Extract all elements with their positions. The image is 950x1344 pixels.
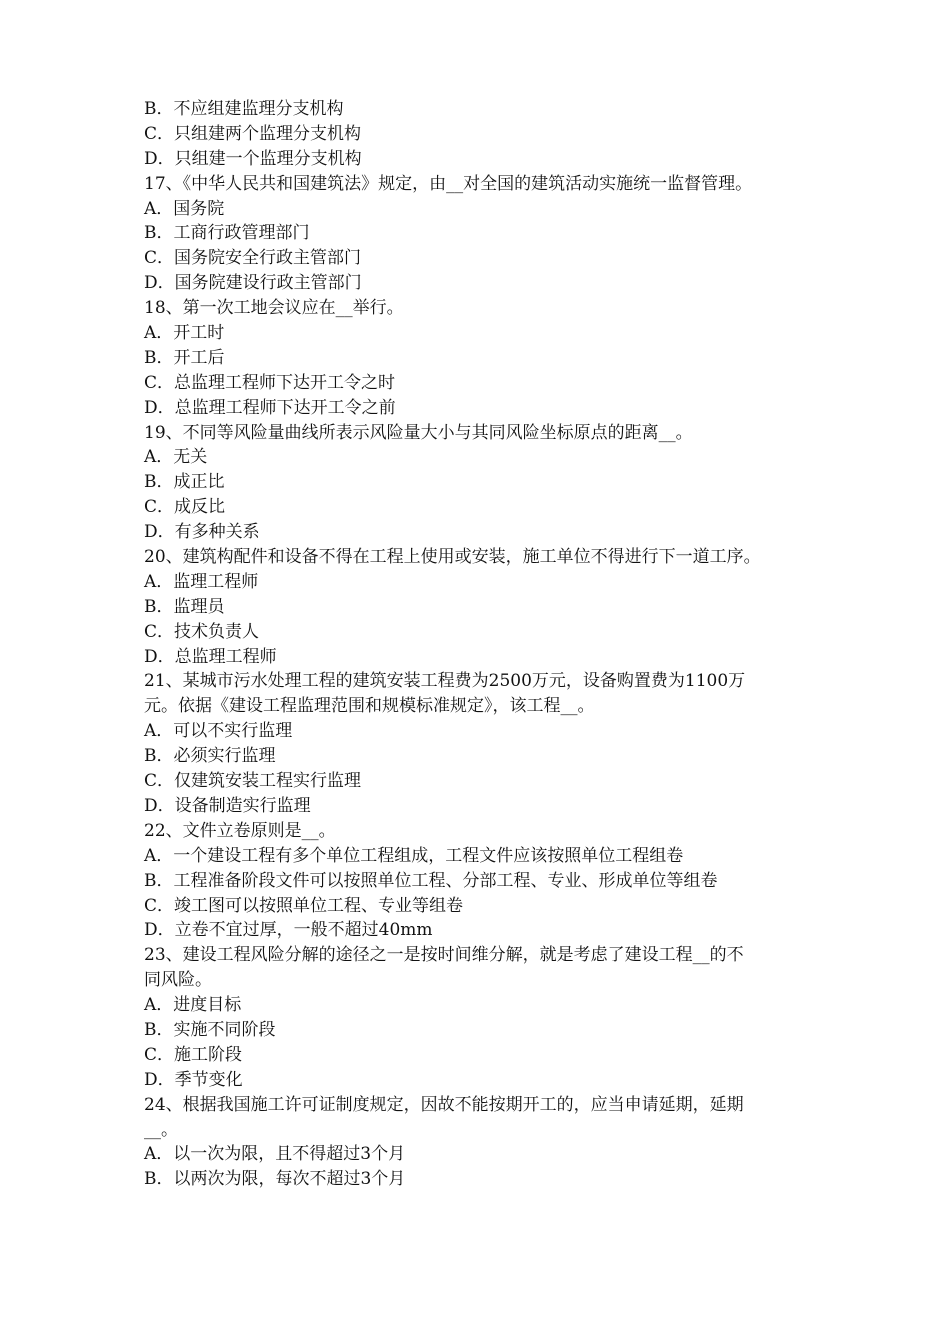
text-line: D．有多种关系 [144,522,260,543]
text-line: D．总监理工程师下达开工令之前 [144,397,396,418]
document-page [144,97,824,1192]
text-line: 21、某城市污水处理工程的建筑安装工程费为2500万元，设备购置费为1100万 [144,671,746,692]
text-line: 22、文件立卷原则是__。 [144,820,336,841]
text-line: B．以两次为限，每次不超过3个月 [144,1169,406,1190]
text-line: 19、不同等风险量曲线所表示风险量大小与其同风险坐标原点的距离__。 [144,422,693,443]
text-line: B．工商行政管理部门 [144,223,310,244]
text-line: B．成正比 [144,472,225,493]
text-line: A．以一次为限，且不得超过3个月 [144,1144,406,1165]
text-line: B．工程准备阶段文件可以按照单位工程、分部工程、专业、形成单位等组卷 [144,870,718,891]
text-line: A．无关 [144,447,208,468]
text-line: A．进度目标 [144,995,242,1016]
text-line: C．国务院安全行政主管部门 [144,248,362,269]
text-line: D．国务院建设行政主管部门 [144,273,362,294]
text-line: B．监理员 [144,596,225,617]
text-line: C．成反比 [144,497,226,518]
text-line: 同风险。 [144,970,212,991]
text-line: D．只组建一个监理分支机构 [144,148,362,169]
text-line: C．总监理工程师下达开工令之时 [144,372,396,393]
text-line: A．监理工程师 [144,571,259,592]
text-line: C．技术负责人 [144,621,260,642]
text-line: B．开工后 [144,347,225,368]
text-line: A．一个建设工程有多个单位工程组成，工程文件应该按照单位工程组卷 [144,845,684,866]
text-line: A．可以不实行监理 [144,721,293,742]
text-line: 20、建筑构配件和设备不得在工程上使用或安装，施工单位不得进行下一道工序。 [144,547,761,568]
text-line: __。 [144,1119,178,1140]
text-line: 23、建设工程风险分解的途径之一是按时间维分解，就是考虑了建设工程__的不 [144,945,744,966]
text-line: C．仅建筑安装工程实行监理 [144,771,362,792]
text-line: 17、《中华人民共和国建筑法》规定，由__对全国的建筑活动实施统一监督管理。 [144,173,753,194]
text-line: B．实施不同阶段 [144,1019,276,1040]
text-line: C．竣工图可以按照单位工程、专业等组卷 [144,895,464,916]
text-line: 24、根据我国施工许可证制度规定，因故不能按期开工的，应当申请延期，延期 [144,1094,744,1115]
text-line: 18、第一次工地会议应在__举行。 [144,298,404,319]
text-line: A．国务院 [144,198,225,219]
text-line: C．施工阶段 [144,1044,243,1065]
text-line: D．总监理工程师 [144,646,277,667]
text-line: B．必须实行监理 [144,746,276,767]
text-line: D．设备制造实行监理 [144,795,311,816]
text-line: D．立卷不宜过厚，一般不超过40mm [144,920,433,941]
text-line: A．开工时 [144,323,225,344]
text-line: D．季节变化 [144,1069,243,1090]
text-line: C．只组建两个监理分支机构 [144,123,362,144]
text-line: 元。依据《建设工程监理范围和规模标准规定》，该工程__。 [144,696,595,717]
text-line: B．不应组建监理分支机构 [144,99,344,119]
